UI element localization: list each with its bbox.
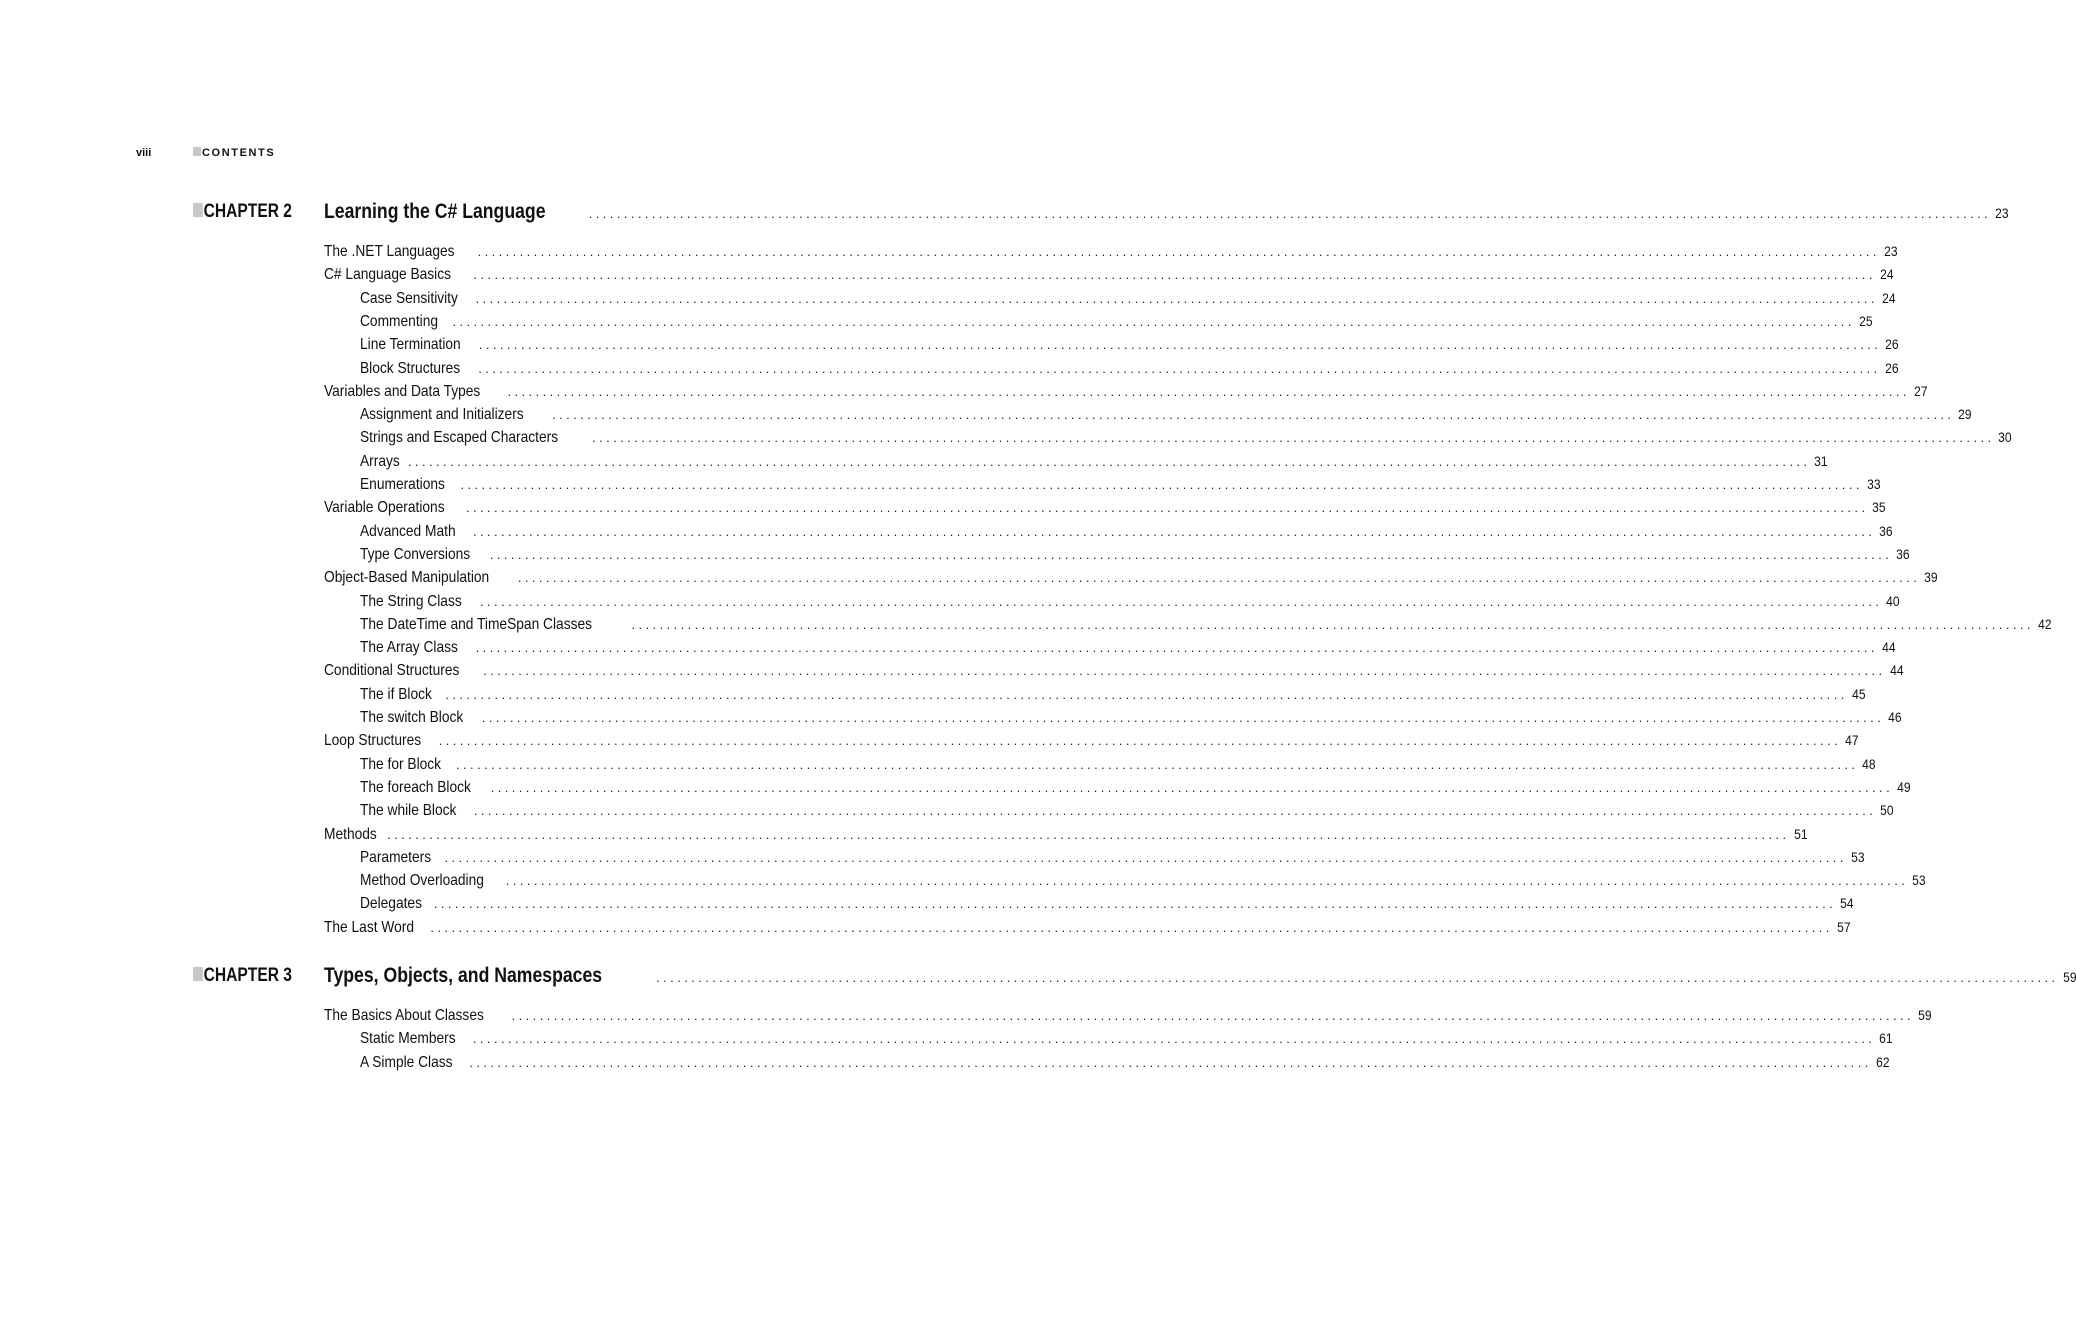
entry-title: Variable Operations (324, 499, 445, 517)
entry-title: The foreach Block (360, 778, 471, 796)
toc-subsection-entry[interactable] (360, 451, 1828, 471)
entry-title: Arrays (360, 452, 400, 470)
dot-leader: ........................................................................................................................................................................................................ (469, 1054, 1872, 1070)
page-ref: 33 (1867, 476, 1881, 492)
entry-title: Parameters (360, 848, 432, 866)
dot-leader: ........................................................................................................................................................................................................ (387, 826, 1790, 842)
toc-section-entry[interactable] (324, 567, 1938, 587)
page-ref: 39 (1924, 569, 1938, 586)
page-ref: 25 (1859, 312, 1873, 329)
toc-subsection-entry[interactable] (360, 637, 1896, 657)
page-ref: 47 (1845, 732, 1859, 749)
chapter-heading[interactable] (324, 200, 2009, 223)
entry-title: The Basics About Classes (324, 1007, 484, 1024)
gray-square-marker (193, 967, 203, 981)
toc-section-entry[interactable] (324, 241, 1898, 261)
toc-subsection-entry[interactable] (360, 358, 1899, 378)
entry-title: Assignment and Initializers (360, 406, 524, 424)
page-ref: 36 (1896, 545, 1910, 562)
toc-subsection-entry[interactable] (360, 893, 1854, 913)
dot-leader: ........................................................................................................................................................................................................ (475, 640, 1878, 656)
entry-title: Block Structures (360, 359, 461, 377)
toc-subsection-entry[interactable] (360, 544, 1910, 564)
toc-subsection-entry[interactable] (360, 521, 1893, 541)
page-ref: 59 (1918, 1007, 1932, 1023)
entry-title: The Last Word (324, 918, 414, 936)
entry-title: The .NET Languages (324, 243, 455, 260)
dot-leader: ........................................................................................................................................................................................................ (456, 756, 1859, 772)
entry-title: Method Overloading (360, 872, 484, 890)
page-ref: 53 (1912, 872, 1926, 889)
page-ref: 61 (1879, 1030, 1893, 1047)
page-ref: 59 (2062, 969, 2076, 985)
toc-section-entry[interactable] (324, 1005, 1932, 1025)
entry-title: Variables and Data Types (324, 382, 481, 400)
page-ref: 53 (1851, 848, 1865, 865)
entry-title: Line Termination (360, 336, 461, 354)
toc-subsection-entry[interactable] (360, 870, 1926, 890)
running-head (193, 147, 275, 159)
entry-title: The switch Block (360, 709, 464, 726)
dot-leader: ........................................................................................................................................................................................................ (481, 710, 1885, 725)
dot-leader: ........................................................................................................................................................................................................ (445, 686, 1848, 702)
toc-subsection-entry[interactable] (360, 1028, 1893, 1048)
page-ref: 50 (1880, 802, 1894, 819)
chapter-number: CHAPTER 3 (203, 965, 292, 986)
page-ref: 62 (1875, 1053, 1890, 1070)
entry-title: Type Conversions (360, 545, 471, 563)
entry-title: C# Language Basics (324, 266, 451, 284)
page-ref: 57 (1836, 918, 1851, 935)
dot-leader: ........................................................................................................................................................................................................ (472, 1031, 1876, 1047)
dot-leader: ........................................................................................................................................................................................................ (588, 206, 1992, 221)
dot-leader: ........................................................................................................................................................................................................ (552, 407, 1955, 423)
entry-title: Methods (324, 825, 377, 843)
entry-title: Delegates (360, 895, 422, 913)
toc-subsection-entry[interactable] (360, 754, 1876, 774)
page-ref: 23 (1884, 243, 1898, 259)
dot-leader: ........................................................................................................................................................................................................ (473, 267, 1876, 283)
toc-subsection-entry[interactable] (360, 684, 1866, 704)
page-ref: 42 (2038, 615, 2052, 632)
toc-section-entry[interactable] (324, 264, 1894, 284)
chapter-label (193, 201, 292, 223)
page-ref: 54 (1840, 895, 1854, 912)
dot-leader: ........................................................................................................................................................................................................ (472, 523, 1876, 539)
page-ref: 26 (1885, 336, 1899, 353)
toc-subsection-entry[interactable] (360, 591, 1900, 611)
page-ref: 44 (1889, 662, 1904, 679)
toc-subsection-entry[interactable] (360, 1052, 1890, 1072)
dot-leader: ........................................................................................................................................................................................................ (507, 383, 1910, 399)
dot-leader: ........................................................................................................................................................................................................ (430, 919, 1833, 935)
dot-leader: ........................................................................................................................................................................................................ (517, 570, 1921, 586)
dot-leader: ........................................................................................................................................................................................................ (511, 1008, 1915, 1023)
entry-title: Case Sensitivity (360, 289, 458, 307)
dot-leader: ........................................................................................................................................................................................................ (473, 803, 1877, 819)
page-ref: 40 (1886, 592, 1900, 609)
page-ref: 36 (1879, 522, 1893, 539)
toc-subsection-entry[interactable] (360, 474, 1881, 494)
dot-leader: ........................................................................................................................................................................................................ (656, 970, 2059, 985)
page-ref: 29 (1958, 406, 1973, 423)
entry-title: The DateTime and TimeSpan Classes (360, 615, 592, 633)
toc-section-entry[interactable] (324, 660, 1904, 680)
running-head-title: CONTENTS (202, 147, 276, 159)
toc-subsection-entry[interactable] (360, 288, 1896, 308)
dot-leader: ........................................................................................................................................................................................................ (438, 733, 1842, 749)
dot-leader: ........................................................................................................................................................................................................ (592, 430, 1995, 446)
dot-leader: ........................................................................................................................................................................................................ (433, 896, 1837, 912)
dot-leader: ........................................................................................................................................................................................................ (483, 663, 1886, 679)
entry-title: Enumerations (360, 476, 445, 493)
toc-section-entry[interactable] (324, 824, 1808, 844)
entry-title: Object-Based Manipulation (324, 569, 490, 587)
page-ref: 24 (1879, 266, 1894, 283)
page-ref: 46 (1888, 709, 1902, 725)
dot-leader: ........................................................................................................................................................................................................ (475, 290, 1878, 306)
toc-subsection-entry[interactable] (360, 427, 2013, 447)
chapter-label (193, 965, 292, 987)
gray-square-marker (193, 203, 203, 217)
toc-subsection-entry[interactable] (360, 614, 2052, 634)
toc-section-entry[interactable] (324, 730, 1859, 750)
page-ref: 51 (1793, 825, 1808, 842)
chapter-heading[interactable] (324, 964, 2076, 987)
entry-title: Conditional Structures (324, 662, 460, 680)
entry-title: The for Block (360, 755, 442, 773)
page-ref: 49 (1897, 778, 1911, 795)
toc-subsection-entry[interactable] (360, 334, 1899, 354)
chapter-number: CHAPTER 2 (203, 201, 292, 222)
entry-title: Loop Structures (324, 732, 422, 750)
dot-leader: ........................................................................................................................................................................................................ (631, 616, 2034, 632)
dot-leader: ........................................................................................................................................................................................................ (460, 477, 1863, 492)
dot-leader: ........................................................................................................................................................................................................ (477, 244, 1880, 259)
entry-title: Advanced Math (360, 522, 456, 540)
toc-subsection-entry[interactable] (360, 707, 1902, 727)
page-ref: 26 (1884, 359, 1899, 376)
page-ref: 27 (1914, 382, 1928, 399)
page-ref: 24 (1882, 289, 1896, 306)
entry-title: Static Members (360, 1030, 456, 1048)
dot-leader: ........................................................................................................................................................................................................ (489, 546, 1893, 562)
dot-leader: ........................................................................................................................................................................................................ (505, 873, 1909, 889)
dot-leader: ........................................................................................................................................................................................................ (490, 779, 1894, 795)
toc-section-entry[interactable] (324, 917, 1851, 937)
toc-subsection-entry[interactable] (360, 404, 1973, 424)
entry-title: The Array Class (360, 639, 458, 657)
entry-title: Strings and Escaped Characters (360, 429, 559, 447)
page-ref: 44 (1882, 639, 1896, 656)
page-ref: 35 (1872, 499, 1886, 516)
toc-subsection-entry[interactable] (360, 847, 1865, 867)
toc-subsection-entry[interactable] (360, 800, 1894, 820)
dot-leader: ........................................................................................................................................................................................................ (480, 593, 1883, 609)
chapter-title: Types, Objects, and Namespaces (324, 964, 603, 987)
entry-title: A Simple Class (360, 1053, 453, 1071)
page-number: viii (136, 147, 152, 159)
toc-section-entry[interactable] (324, 497, 1886, 517)
dot-leader: ........................................................................................................................................................................................................ (452, 313, 1855, 329)
toc-subsection-entry[interactable] (360, 311, 1873, 331)
dot-leader: ........................................................................................................................................................................................................ (478, 360, 1881, 376)
page-ref: 48 (1862, 755, 1876, 772)
toc-subsection-entry[interactable] (360, 777, 1911, 797)
entry-title: Commenting (360, 312, 439, 330)
dot-leader: ........................................................................................................................................................................................................ (466, 500, 1869, 516)
entry-title: The String Class (360, 592, 462, 610)
chapter-title: Learning the C# Language (324, 200, 546, 223)
entry-title: The if Block (360, 685, 432, 703)
page-ref: 31 (1814, 452, 1828, 469)
dot-leader: ........................................................................................................................................................................................................ (478, 337, 1882, 353)
page-ref: 45 (1851, 685, 1866, 702)
page-ref: 23 (1995, 205, 2009, 221)
entry-title: The while Block (360, 802, 457, 820)
dot-leader: ........................................................................................................................................................................................................ (408, 453, 1811, 469)
gray-square-marker (193, 147, 201, 156)
toc-section-entry[interactable] (324, 381, 1928, 401)
dot-leader: ........................................................................................................................................................................................................ (444, 849, 1847, 865)
page-ref: 30 (1998, 429, 2013, 446)
